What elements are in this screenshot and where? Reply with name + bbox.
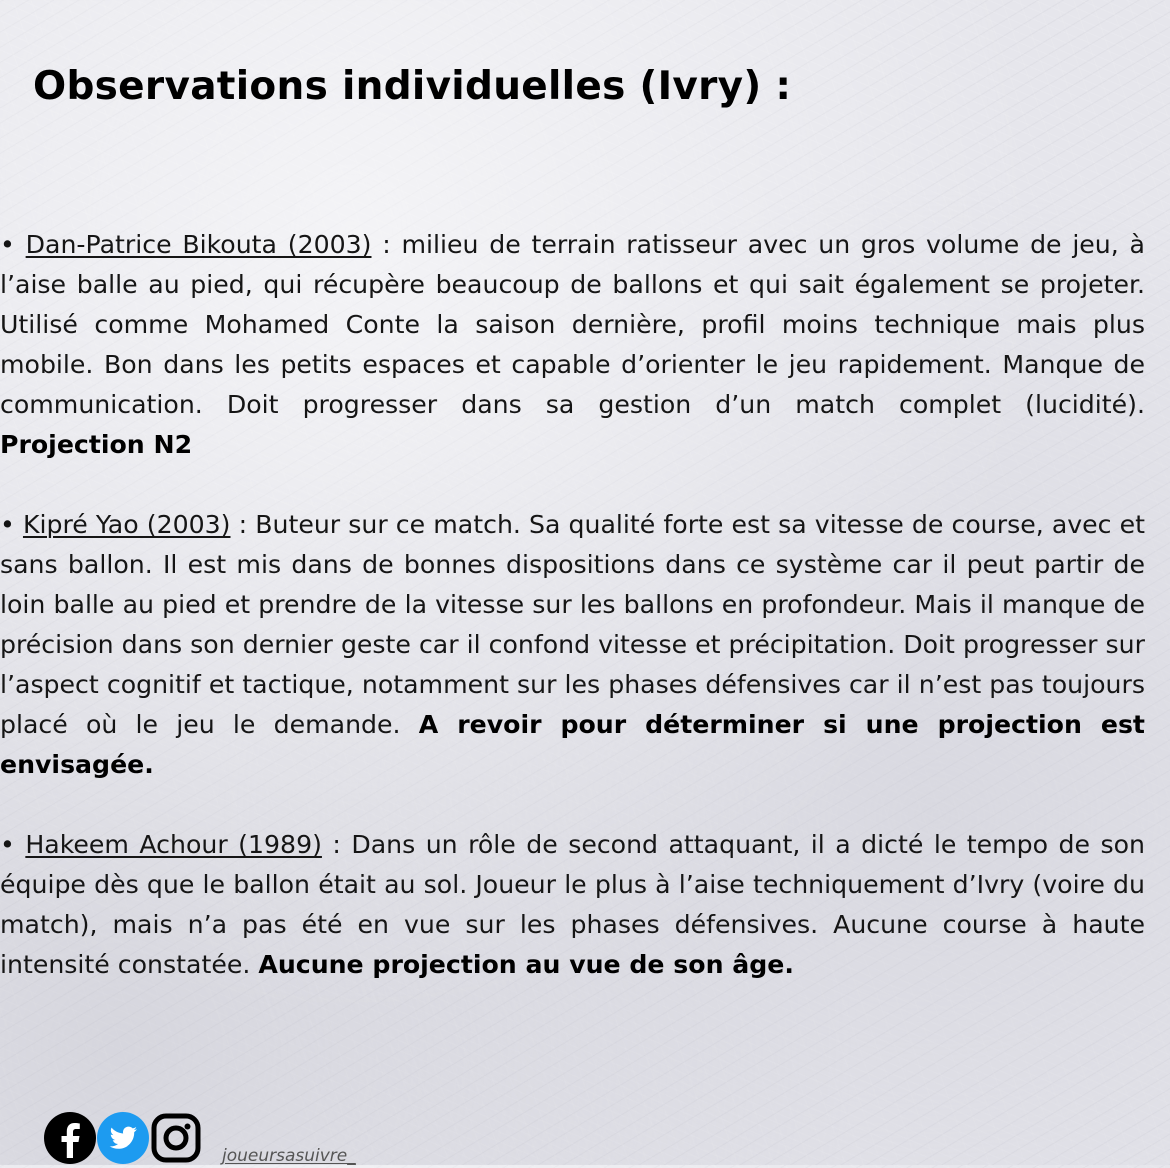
player-description: : Buteur sur ce match. Sa qualité forte est sa vitesse de course, avec et sans ballon. Il est mis dans de bonnes dispositions dans ce système car il peut partir de loin balle au pied et prendre de la vitesse sur les ballons en profondeur. Mais il manque de précision dans son dernier geste car il confond vitesse et précipitation. Doit progresser sur l’aspect cognitif et tactique, notamment sur les phases défensives car il n’est pas toujours placé où le jeu le demande. (0, 510, 1145, 739)
observations-list (0, 225, 1145, 1025)
twitter-icon[interactable] (97, 1112, 149, 1164)
player-entry-achour (0, 825, 1145, 985)
player-description: : Dans un rôle de second attaquant, il a dicté le tempo de son équipe dès que le ballon était au sol. Joueur le plus à l’aise techniquement d’Ivry (voire du match), mais n’a pas été en vue sur les phases défensives. Aucune course à haute intensité constatée. (0, 830, 1145, 979)
player-name: Dan-Patrice Bikouta (2003) (25, 230, 372, 259)
player-name: Kipré Yao (2003) (22, 510, 231, 539)
social-footer (44, 1108, 356, 1168)
bullet: • (0, 510, 15, 539)
facebook-icon[interactable] (44, 1112, 96, 1164)
player-entry-yao (0, 505, 1145, 785)
player-entry-bikouta (0, 225, 1145, 465)
page-title: Observations individuelles (Ivry) : (33, 64, 792, 109)
instagram-icon[interactable] (150, 1112, 202, 1164)
projection-verdict: A revoir pour déterminer si une projection est envisagée. (0, 710, 1145, 779)
player-name: Hakeem Achour (1989) (25, 830, 322, 859)
projection-verdict: Aucune projection au vue de son âge. (258, 950, 794, 979)
bullet: • (0, 830, 15, 859)
projection-verdict: Projection N2 (0, 430, 193, 459)
social-handle[interactable]: joueursasuivre_ (222, 1146, 356, 1166)
player-description: : milieu de terrain ratisseur avec un gros volume de jeu, à l’aise balle au pied, qui récupère beaucoup de ballons et qui sait également se projeter. Utilisé comme Mohamed Conte la saison dernière, profil moins technique mais plus mobile. Bon dans les petits espaces et capable d’orienter le jeu rapidement. Manque de communication. Doit progresser dans sa gestion d’un match complet (lucidité). (0, 230, 1145, 419)
bullet: • (0, 230, 15, 259)
